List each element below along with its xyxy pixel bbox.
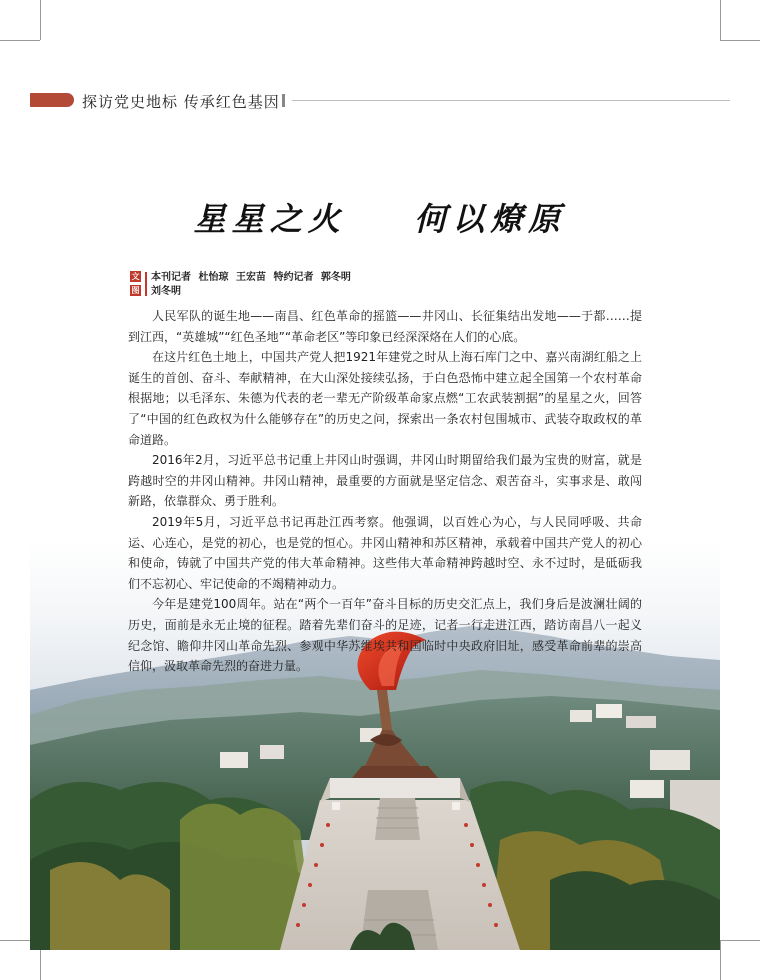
section-header	[30, 91, 730, 111]
section-header-title: 探访党史地标 传承红色基因	[82, 93, 280, 111]
article-paragraph: 今年是建党100周年。站在“两个一百年”奋斗目标的历史交汇点上，我们身后是波澜壮阔的历史，面前是永无止境的征程。踏着先辈们奋斗的足迹，记者一行走进江西，踏访南昌八一起义纪念馆、瞻仰井冈山革命先烈、参观中华苏维埃共和国临时中央政府旧址，感受革命前辈的崇高信仰，汲取革命先烈的奋进力量。	[128, 597, 642, 674]
byline-tags	[130, 271, 142, 299]
article-paragraph: 2016年2月，习近平总书记重上井冈山时强调，井冈山时期留给我们最为宝贵的财富，就是跨越时空的井冈山精神。井冈山精神，最重要的方面就是坚定信念、艰苦奋斗，实事求是、敢闯新路，依靠群众、勇于胜利。	[128, 453, 642, 509]
article-paragraph: 2019年5月，习近平总书记再赴江西考察。他强调，以百姓心为心，与人民同呼吸、共命运、心连心，是党的初心，也是党的恒心。井冈山精神和苏区精神，承载着中国共产党人的初心和使命，铸就了中国共产党的伟大革命精神。这些伟大革命精神跨越时空、永不过时，是砥砺我们不忘初心、牢记使命的不竭精神动力。	[128, 514, 642, 591]
byline-authors: 本刊记者 杜怡琼 王宏苗 特约记者 郭冬明	[151, 272, 351, 283]
byline-tag-text: 文	[131, 272, 140, 281]
crop-mark-br-h	[720, 940, 760, 941]
crop-mark-br-v	[720, 940, 721, 980]
crop-mark-tr-v	[720, 0, 721, 40]
article-title: 星星之火 何以燎原	[193, 200, 567, 238]
crop-mark-tl-h	[0, 40, 40, 41]
article-body	[128, 306, 642, 677]
byline-tag-photo: 图	[131, 286, 140, 295]
byline-separator	[145, 272, 147, 296]
byline-photographer: 刘冬明	[151, 286, 181, 297]
section-header-rule	[292, 100, 730, 101]
crop-mark-tr-h	[720, 40, 760, 41]
article-paragraph: 人民军队的诞生地——南昌、红色革命的摇篮——井冈山、长征集结出发地——于都……提到江西，“英雄城”“红色圣地”“革命老区”等印象已经深深烙在人们的心底。	[128, 309, 642, 344]
article-paragraph: 在这片红色土地上，中国共产党人把1921年建党之时从上海石库门之中、嘉兴南湖红船之上诞生的首创、奋斗、奉献精神，在大山深处接续弘扬，于白色恐怖中建立起全国第一个农村革命根据地；以毛泽东、朱德为代表的老一辈无产阶级革命家点燃“工农武装割据”的星星之火，回答了“中国的红色政权为什么能够存在”的历史之问，探索出一条农村包围城市、武装夺取政权的革命道路。	[128, 350, 642, 447]
section-header-separator	[282, 94, 285, 107]
crop-mark-tl-v	[40, 0, 41, 40]
section-header-bar	[30, 93, 74, 107]
